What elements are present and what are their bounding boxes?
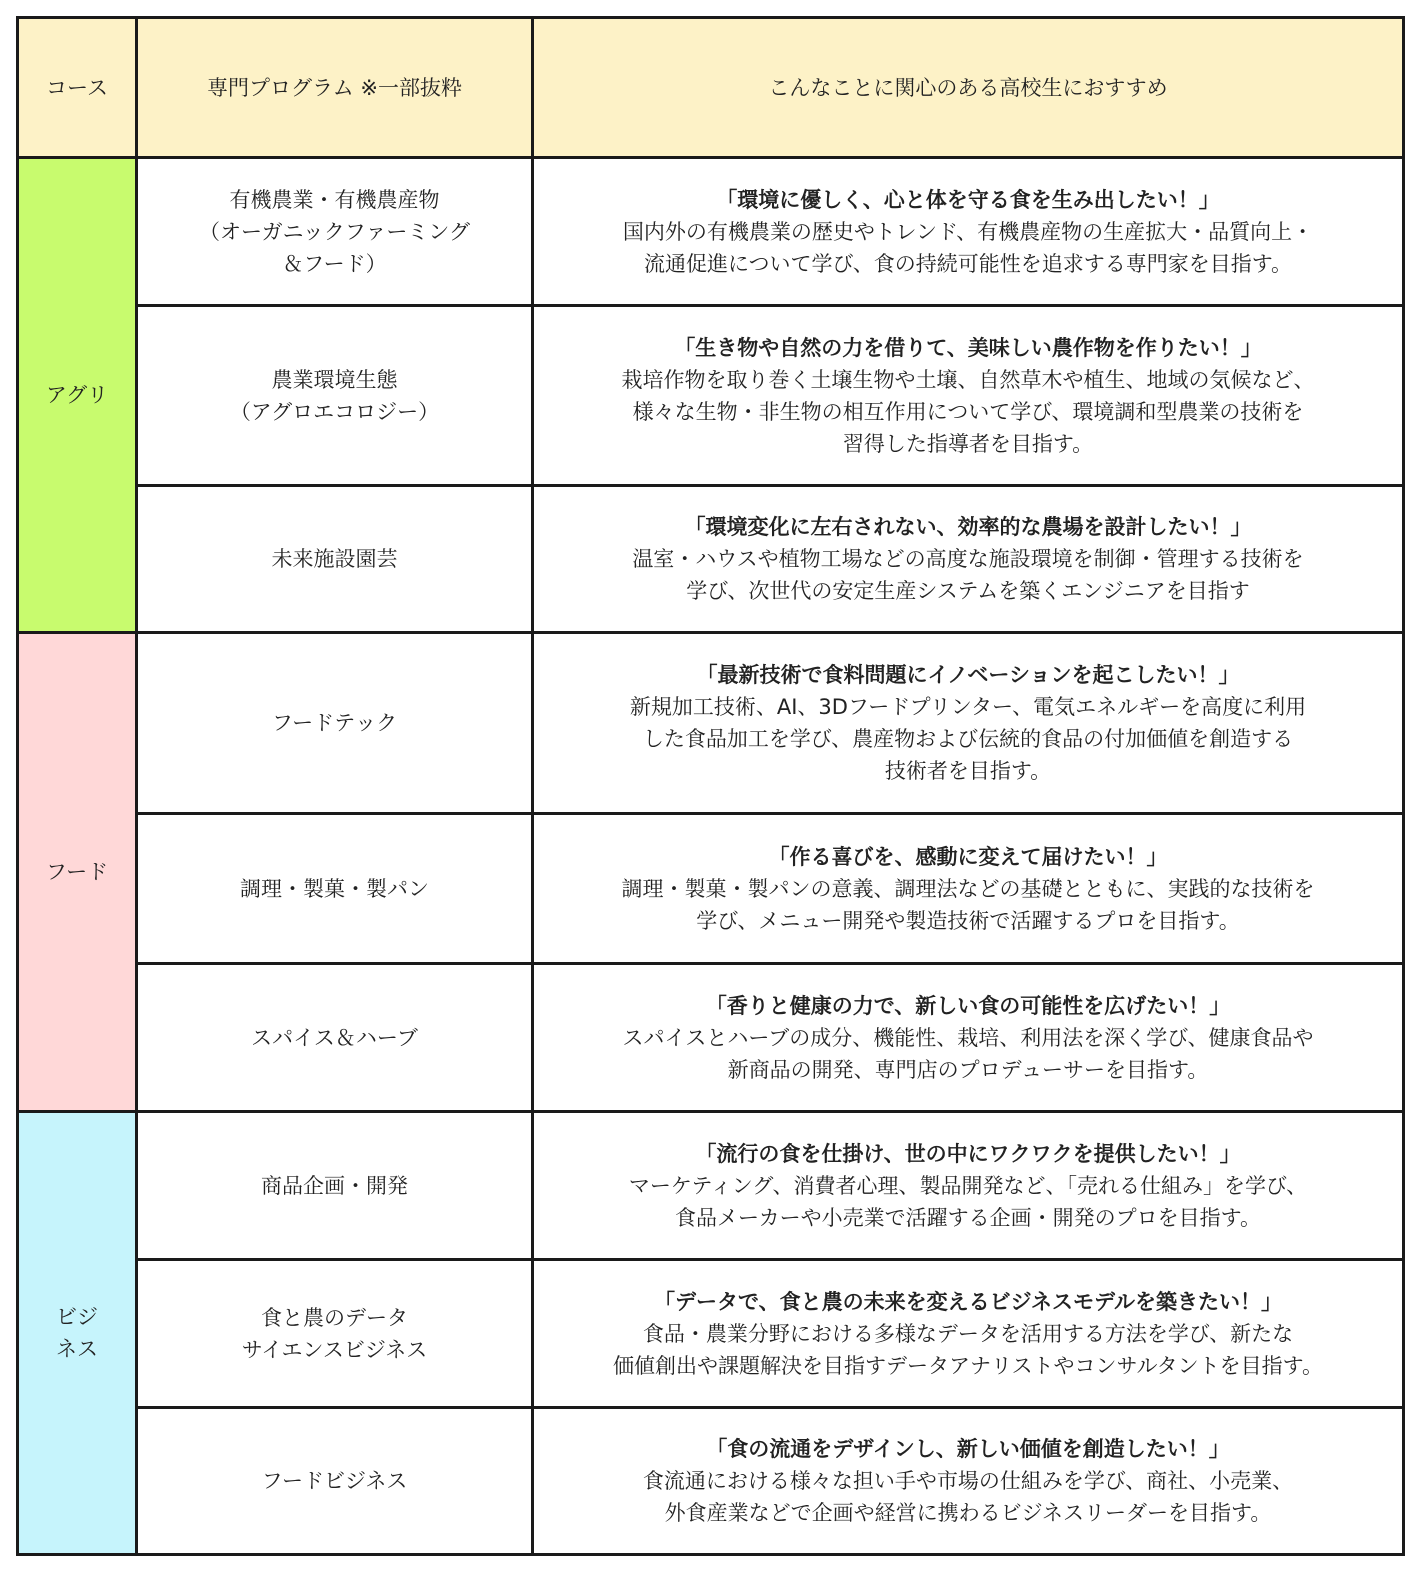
program-cell: 農業環境生態 （アグロエコロジー） (137, 306, 533, 486)
description: スパイスとハーブの成分、機能性、栽培、利用法を深く学び、健康食品や 新商品の開発、専門店のプロデューサーを目指す。 (622, 1025, 1314, 1082)
header-program: 専門プログラム ※一部抜粋 (137, 18, 533, 158)
table-row (18, 633, 1404, 814)
catchphrase: 「食の流通をデザインし、新しい価値を創造したい！」 (706, 1437, 1230, 1461)
recommend-cell (533, 814, 1404, 964)
header-course: コース (18, 18, 137, 158)
course-food: フード (18, 633, 137, 1112)
program-cell: 調理・製菓・製パン (137, 814, 533, 964)
header-row (18, 18, 1404, 158)
description: 食品・農業分野における多様なデータを活用する方法を学び、新たな 価値創出や課題解決を目指すデータアナリストやコンサルタントを目指す。 (612, 1321, 1323, 1378)
catchphrase: 「生き物や自然の力を借りて、美味しい農作物を作りたい！」 (674, 335, 1262, 360)
description: 食流通における様々な担い手や市場の仕組みを学び、商社、小売業、 外食産業などで企画や経営に携わるビジネスリーダーを目指す。 (642, 1469, 1294, 1525)
catchphrase: 「流行の食を仕掛け、世の中にワクワクを提供したい！」 (695, 1141, 1241, 1166)
catchphrase: 「データで、食と農の未来を変えるビジネスモデルを築きたい！」 (654, 1289, 1282, 1314)
course-agri: アグリ (18, 158, 137, 633)
table-row (18, 1408, 1404, 1555)
course-table (16, 16, 1405, 1556)
header-recommend: こんなことに関心のある高校生におすすめ (533, 18, 1404, 158)
course-business: ビジ ネス (18, 1112, 137, 1555)
program-cell: スパイス＆ハーブ (137, 964, 533, 1112)
table-row (18, 814, 1404, 964)
catchphrase: 「環境に優しく、心と体を守る食を生み出したい！」 (716, 187, 1220, 212)
description: 調理・製菓・製パンの意義、調理法などの基礎とともに、実践的な技術を 学び、メニュー開発や製造技術で活躍するプロを目指す。 (621, 876, 1315, 933)
program-cell: 有機農業・有機農産物 （オーガニックファーミング ＆フード） (137, 158, 533, 306)
catchphrase: 「最新技術で食料問題にイノベーションを起こしたい！」 (696, 663, 1240, 687)
course-table-container (16, 16, 1405, 1556)
program-cell: 商品企画・開発 (137, 1112, 533, 1260)
program-cell: 未来施設園芸 (137, 486, 533, 633)
catchphrase: 「環境変化に左右されない、効率的な農場を設計したい！」 (684, 515, 1252, 539)
recommend-cell (533, 633, 1404, 814)
recommend-cell (533, 158, 1404, 306)
recommend-cell (533, 964, 1404, 1112)
table-row (18, 158, 1404, 306)
description: マーケティング、消費者心理、製品開発など、「売れる仕組み」を学び、 食品メーカーや小売業で活躍する企画・開発のプロを目指す。 (628, 1173, 1308, 1230)
recommend-cell (533, 1408, 1404, 1555)
program-cell: フードテック (137, 633, 533, 814)
recommend-cell (533, 486, 1404, 633)
catchphrase: 「作る喜びを、感動に変えて届けたい！」 (768, 844, 1168, 869)
catchphrase: 「香りと健康の力で、新しい食の可能性を広げたい！」 (705, 993, 1231, 1018)
description: 新規加工技術、AI、3Dフードプリンター、電気エネルギーを高度に利用 した食品加工を学び、農産物および伝統的食品の付加価値を創造する 技術者を目指す。 (629, 695, 1307, 783)
table-row (18, 306, 1404, 486)
recommend-cell (533, 306, 1404, 486)
table-row (18, 1112, 1404, 1260)
description: 国内外の有機農業の歴史やトレンド、有機農産物の生産拡大・品質向上・ 流通促進について学び、食の持続可能性を追求する専門家を目指す。 (622, 219, 1314, 276)
description: 温室・ハウスや植物工場などの高度な施設環境を制御・管理する技術を 学び、次世代の安定生産システムを築くエンジニアを目指す (632, 547, 1304, 603)
program-cell: 食と農のデータ サイエンスビジネス (137, 1260, 533, 1408)
recommend-cell (533, 1112, 1404, 1260)
table-row (18, 964, 1404, 1112)
table-row (18, 486, 1404, 633)
program-cell: フードビジネス (137, 1408, 533, 1555)
description: 栽培作物を取り巻く土壌生物や土壌、自然草木や植生、地域の気候など、 様々な生物・非生物の相互作用について学び、環境調和型農業の技術を 習得した指導者を目指す。 (621, 367, 1315, 456)
table-row (18, 1260, 1404, 1408)
recommend-cell (533, 1260, 1404, 1408)
